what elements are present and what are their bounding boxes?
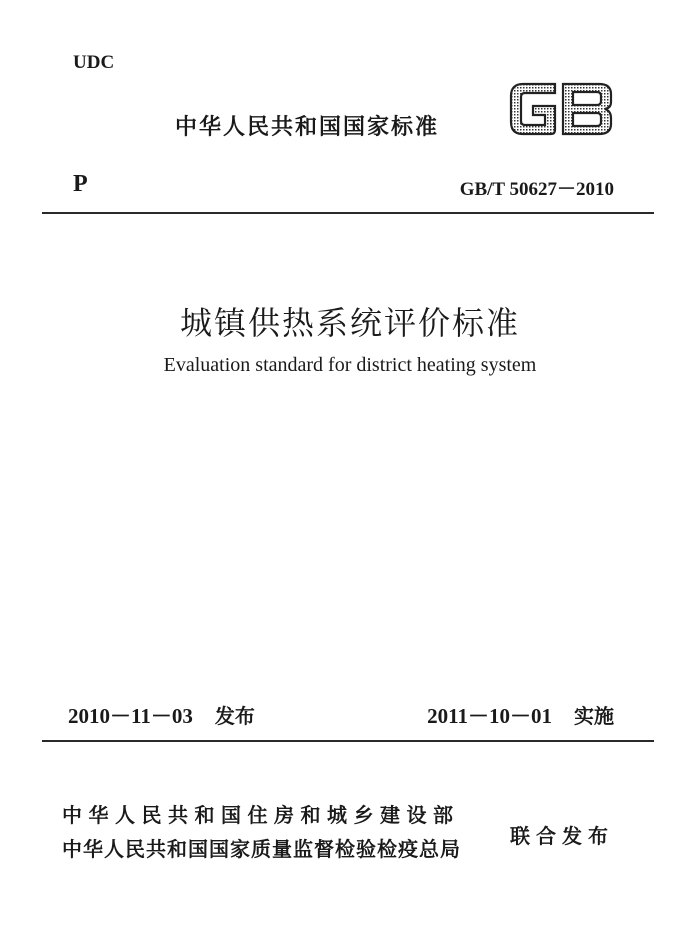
title-chinese: 城镇供热系统评价标准: [179, 304, 520, 342]
standard-type: 中华人民共和国国家标准: [175, 115, 440, 140]
udc-label: UDC: [73, 52, 115, 73]
joint-publish-label: 联合发布: [510, 824, 614, 848]
implement-date: 2011－10－01: [427, 704, 552, 728]
issue-date-block: [68, 700, 255, 730]
gb-logo-icon: [505, 78, 617, 140]
issue-label: 发布: [214, 704, 255, 728]
implement-date-block: [427, 700, 614, 730]
implement-label: 实施: [574, 704, 614, 728]
title-english: Evaluation standard for district heating system: [163, 354, 537, 376]
footer-divider: [42, 740, 654, 742]
publisher-ministry: 中华人民共和国住房和城乡建设部: [62, 803, 460, 827]
publisher-aqsiq: 中华人民共和国国家质量监督检验检疫总局: [62, 837, 461, 861]
dates-row: [0, 700, 700, 730]
category-letter: P: [73, 171, 88, 197]
issue-date: 2010－11－03: [68, 704, 193, 728]
header-divider: [42, 212, 654, 214]
standard-code: GB/T 50627－2010: [459, 179, 614, 200]
